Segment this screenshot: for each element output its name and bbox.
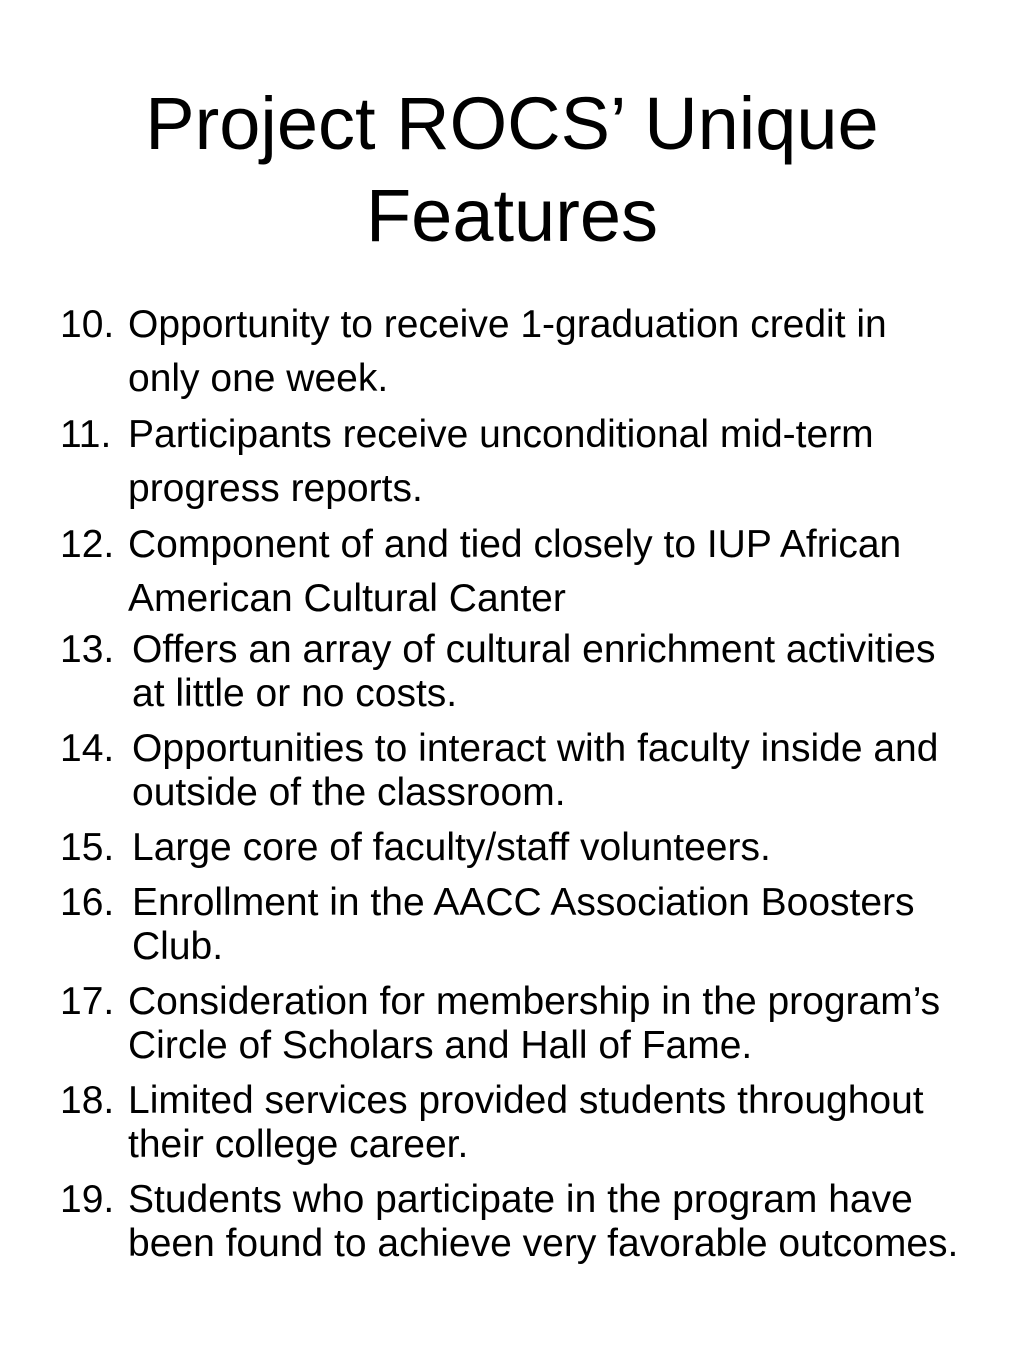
list-item: [60, 518, 960, 626]
list-item: [60, 298, 960, 406]
item-text: Offers an array of cultural enrichment activities at little or no costs.: [132, 628, 936, 715]
item-number: 19.: [60, 1178, 115, 1221]
item-text: Consideration for membership in the program’s Circle of Scholars and Hall of Fame.: [128, 980, 941, 1067]
item-text: Opportunities to interact with faculty inside and outside of the classroom.: [132, 727, 939, 814]
list-item: [60, 826, 960, 870]
list-item: [60, 980, 960, 1068]
item-number: 17.: [60, 980, 115, 1023]
item-number: 15.: [60, 826, 115, 869]
item-number: 16.: [60, 881, 115, 924]
item-number: 11.: [60, 413, 112, 456]
list-item: [60, 881, 960, 969]
list-item: [60, 1178, 960, 1266]
item-text: Students who participate in the program have been found to achieve very favorable outcomes.: [128, 1178, 959, 1265]
slide-title-line-1: Project ROCS’ Unique: [145, 82, 879, 165]
item-text: Participants receive unconditional mid-term progress reports.: [128, 413, 874, 510]
item-text: Enrollment in the AACC Association Boosters Club.: [132, 881, 915, 968]
item-text: Large core of faculty/staff volunteers.: [132, 826, 771, 869]
list-item: [60, 408, 960, 516]
feature-list: [60, 298, 960, 1277]
list-item: [60, 1079, 960, 1167]
item-number: 10.: [60, 303, 115, 346]
item-text: Limited services provided students throughout their college career.: [128, 1079, 924, 1166]
list-item: [60, 628, 960, 716]
slide-title-line-2: Features: [365, 174, 659, 257]
item-text: Component of and tied closely to IUP African American Cultural Canter: [128, 523, 902, 620]
list-item: [60, 727, 960, 815]
item-number: 14.: [60, 727, 115, 770]
item-number: 12.: [60, 523, 115, 566]
item-number: 18.: [60, 1079, 115, 1122]
item-text: Opportunity to receive 1-graduation credit in only one week.: [128, 303, 887, 400]
slide-title: [0, 78, 1024, 262]
item-number: 13.: [60, 628, 115, 671]
